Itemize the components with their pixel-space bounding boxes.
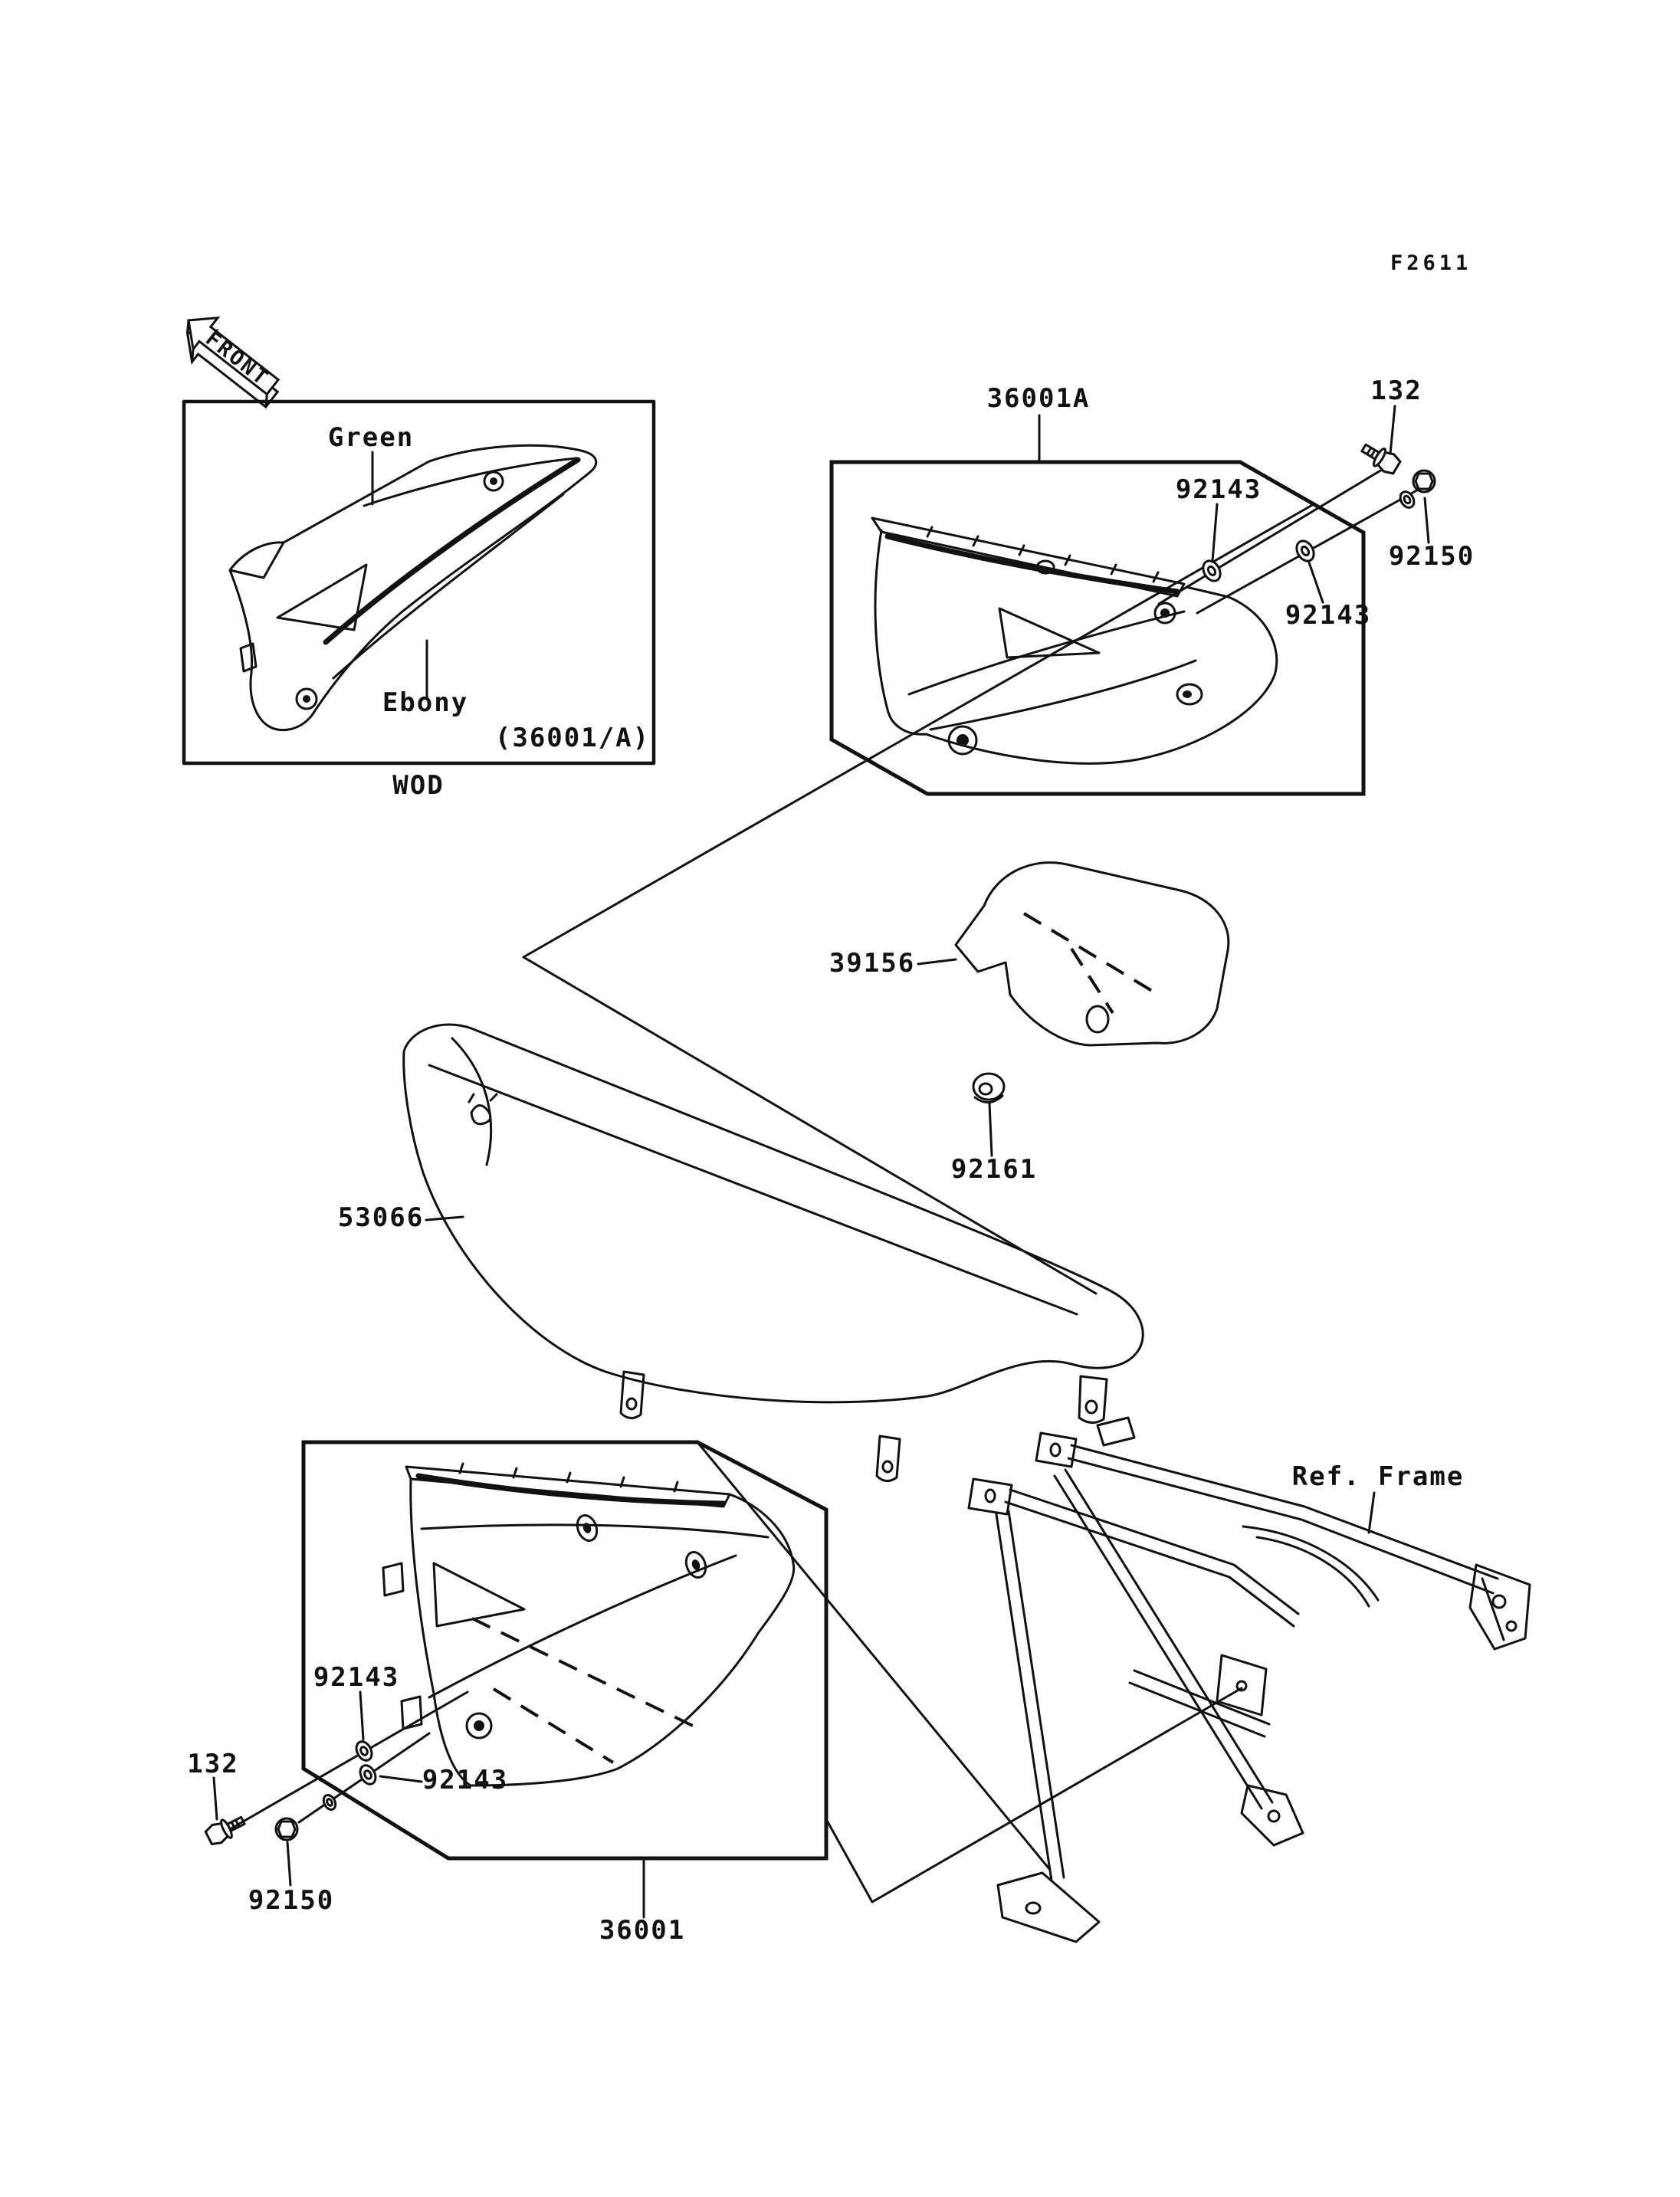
cover-right-seam2 xyxy=(930,661,1196,730)
label-92150-right: 92150 xyxy=(1388,541,1475,572)
label-36001: 36001 xyxy=(599,1915,686,1946)
frame-tube-right xyxy=(1055,1470,1272,1808)
damper-icon xyxy=(973,1074,1004,1103)
front-arrow-icon xyxy=(169,305,290,415)
pad-art xyxy=(956,863,1229,1045)
leader-ref-frame xyxy=(1369,1493,1374,1533)
seat-bracket-rear xyxy=(1079,1376,1107,1423)
cover-left-dash1 xyxy=(472,1618,699,1729)
leader-132-right xyxy=(1390,406,1395,454)
frame-art xyxy=(969,1418,1530,1942)
leader-92143-left-lower xyxy=(380,1776,422,1782)
inset-grommet-bottom xyxy=(297,689,317,709)
axis-left-1 xyxy=(230,1692,468,1829)
inset-color-bottom-label: Ebony xyxy=(382,687,469,718)
figure-code: F2611 xyxy=(1390,251,1472,275)
label-92143-right-lower: 92143 xyxy=(1285,600,1372,631)
bolt-left-icon xyxy=(204,1812,247,1847)
label-92143-left-upper: 92143 xyxy=(313,1662,400,1693)
cover-right-grommet-lower xyxy=(949,726,976,754)
label-92143-left-lower: 92143 xyxy=(422,1765,509,1795)
inset-cover-stripe xyxy=(326,460,578,642)
inset-grommet-top xyxy=(484,472,503,490)
pad-dash2 xyxy=(1071,949,1113,1013)
inset-color-code-label: WOD xyxy=(392,770,445,801)
label-92161: 92161 xyxy=(950,1154,1038,1185)
leader-92143-right-lower xyxy=(1309,562,1323,602)
frame-foot-right xyxy=(1242,1785,1303,1845)
seat-outline xyxy=(404,1025,1143,1402)
frame-crossbrace xyxy=(1130,1671,1269,1736)
leader-53066 xyxy=(426,1217,463,1220)
label-39156: 39156 xyxy=(829,948,916,979)
leader-92143-left-upper xyxy=(360,1692,363,1740)
cover-left-seam2 xyxy=(429,1556,736,1697)
frame-rail2-bottom xyxy=(1006,1502,1294,1626)
cover-right-bumper xyxy=(1177,684,1202,704)
leader-92150-right xyxy=(1425,498,1429,543)
cover-right-seam1 xyxy=(909,612,1184,694)
cover-left-grommet xyxy=(467,1713,491,1738)
inset-variant-box xyxy=(184,402,654,801)
frame-foot-left xyxy=(998,1873,1099,1942)
label-53066: 53066 xyxy=(337,1202,425,1233)
washer-left-upper-icon xyxy=(353,1739,375,1763)
cover-left-vent xyxy=(434,1563,524,1626)
cover-left-oval1 xyxy=(574,1513,600,1543)
label-92143-right-upper: 92143 xyxy=(1175,474,1262,505)
label-132-left: 132 xyxy=(187,1749,239,1779)
leader-39156 xyxy=(918,959,956,964)
cover-left-seam1 xyxy=(422,1525,768,1537)
side-cover-left-art xyxy=(383,1464,794,1785)
frame-gusset xyxy=(1243,1526,1378,1606)
cover-left-dash2 xyxy=(494,1689,613,1763)
cover-left-tab1 xyxy=(383,1563,403,1595)
label-ref-frame: Ref. Frame xyxy=(1291,1461,1465,1492)
leader-92143-right-upper xyxy=(1212,504,1217,561)
seat-seam xyxy=(429,1065,1077,1314)
seat-logo xyxy=(469,1094,497,1124)
inset-cover-seam xyxy=(333,494,563,678)
pad-hole xyxy=(1087,1006,1108,1032)
leader-92150-left xyxy=(287,1842,290,1885)
seat-crease xyxy=(452,1038,491,1165)
washer-left-lower-icon xyxy=(357,1763,379,1786)
inset-part-ref-label: (36001/A) xyxy=(494,723,651,753)
hardware-right xyxy=(1159,439,1435,613)
connector-upper-chevron xyxy=(523,504,1314,1294)
label-132-right: 132 xyxy=(1370,375,1422,406)
cover-right-vent xyxy=(999,608,1099,657)
seat-bracket-left xyxy=(877,1436,900,1481)
inset-color-top-label: Green xyxy=(327,422,415,453)
label-92150-left: 92150 xyxy=(248,1885,335,1916)
inset-cover-tab xyxy=(241,644,256,671)
pad-dash1 xyxy=(1024,913,1156,993)
frame-clevis-a xyxy=(1036,1418,1134,1467)
frame-endcap xyxy=(1470,1565,1530,1649)
cover-right-grommet-upper xyxy=(1155,603,1175,623)
label-36001A: 36001A xyxy=(986,383,1091,414)
connector-to-frame-foot xyxy=(697,1442,1050,1870)
leader-132-left xyxy=(214,1778,217,1819)
seat-art xyxy=(404,1025,1143,1481)
leader-92161 xyxy=(989,1103,992,1156)
washer-right-lower-icon xyxy=(1293,538,1317,564)
frame-clevis-b xyxy=(969,1479,1012,1514)
front-arrow-label: FRONT xyxy=(201,326,274,392)
connector-lower-chevron xyxy=(826,1688,1242,1902)
side-cover-right-art xyxy=(872,518,1277,763)
